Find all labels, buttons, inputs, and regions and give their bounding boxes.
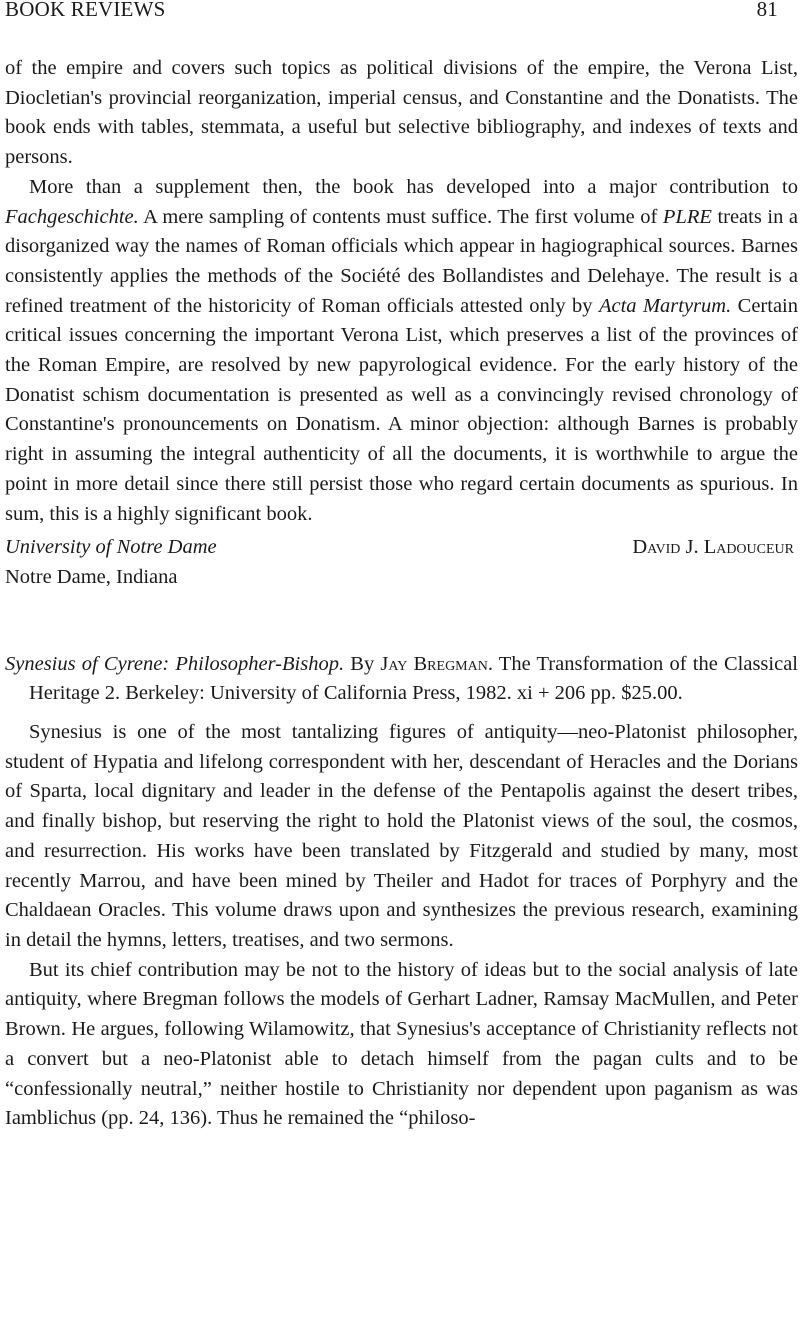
page-number: 81 bbox=[756, 0, 778, 21]
book-citation: Synesius of Cyrene: Philosopher-Bishop. By Jay Bregman. The Transformation of the Classical Heritage 2. Berkeley: University of California Press, 1982. xi + 206 pp. $25.00. bbox=[5, 652, 798, 705]
reviewer-signature bbox=[5, 533, 798, 563]
review-paragraph: More than a supplement then, the book has developed into a major contribution to Fachgeschichte. A mere sampling of contents must suffice. The first volume of PLRE treats in a disorganized way the names of Roman officials which appear in hagiographical sources. Barnes consistently applies the methods of the Société des Bollandistes and Delehaye. The result is a refined treatment of the historicity of Roman officials attested only by Acta Martyrum. Certain critical issues concerning the important Verona List, which preserves a list of the provinces of the Roman Empire, are resolved by new papyrological evidence. For the early history of the Donatist schism documentation is presented as well as a convincingly revised chronology of Constantine's pronouncements on Donatism. A minor objection: although Barnes is probably right in assuming the integral authenticity of all the documents, it is worthwhile to argue the point in more detail since there still persist those who regard certain documents as spurious. In sum, this is a highly significant book. bbox=[5, 175, 798, 525]
review-paragraph: of the empire and covers such topics as political divisions of the empire, the Verona List, Diocletian's provincial reorganization, imperial census, and Constantine and the Donatists. The book ends with tables, stemmata, a useful but selective bibliography, and indexes of texts and persons. bbox=[5, 57, 798, 169]
review-paragraph: Synesius is one of the most tantalizing figures of antiquity—neo-Platonist philosopher, student of Hypatia and lifelong correspondent with her, descendant of Heracles and the Dorians of Sparta, local dignitary and leader in the defense of the Pentapolis against the desert tribes, and finally bishop, but reserving the right to hold the Platonist views of the soul, the cosmos, and resurrection. His works have been translated by Fitzgerald and studied by many, most recently Marrou, and have been mined by Theiler and Hadot for traces of Porphyry and the Chaldaean Oracles. This volume draws upon and synthesizes the previous research, examining in detail the hymns, letters, treatises, and two sermons. bbox=[5, 721, 798, 951]
reviewer-location: Notre Dame, Indiana bbox=[5, 565, 178, 588]
book-title: Synesius of Cyrene: Philosopher-Bishop. bbox=[5, 652, 345, 675]
section-title: BOOK REVIEWS bbox=[5, 0, 166, 21]
reviewer-affiliation: University of Notre Dame bbox=[5, 536, 217, 559]
running-head bbox=[5, 0, 798, 26]
book-author: Jay Bregman bbox=[380, 652, 488, 675]
reviewer-name: David J. Ladouceur bbox=[632, 536, 794, 559]
review-paragraph: But its chief contribution may be not to the history of ideas but to the social analysis of late antiquity, where Bregman follows the models of Gerhart Ladner, Ramsay MacMullen, and Peter Brown. He argues, following Wilamowitz, that Synesius's acceptance of Christianity reflects not a convert but a neo-Platonist able to detach himself from the pagan cults and to be “confessionally neutral,” neither hostile to Christianity nor dependent upon paganism as was Iamblichus (pp. 24, 136). Thus he remained the “philoso- bbox=[5, 958, 798, 1130]
